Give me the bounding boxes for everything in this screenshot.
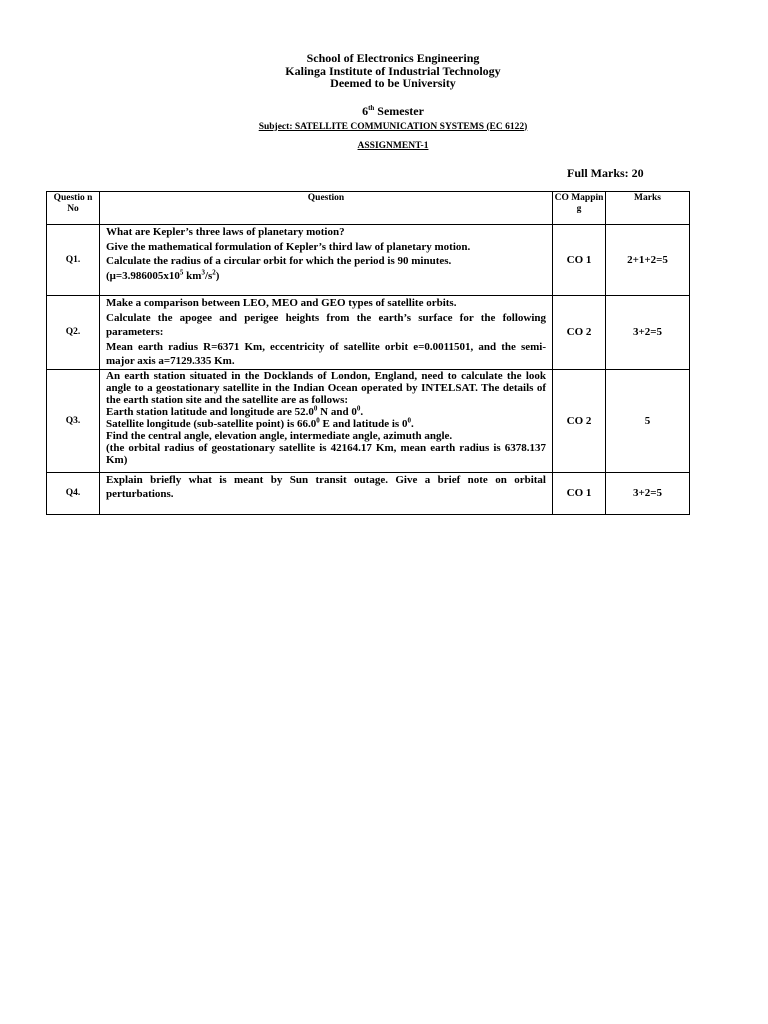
- document-header: [0, 52, 768, 151]
- header-question-no: Questio n No: [47, 192, 100, 225]
- marks-value: 2+1+2=5: [606, 225, 690, 296]
- question-number: Q2.: [47, 296, 100, 370]
- table-row: [47, 296, 690, 370]
- question-text: Make a comparison between LEO, MEO and GEO types of satellite orbits. Calculate the apogee and perigee heights from the earth’s surface for the following parameters: Mean earth radius R=6371 Km, eccentricity of satellite orbit e=0.0011501, and the semi-major axis a=7129.335 Km.: [100, 296, 553, 370]
- co-mapping: CO 1: [553, 225, 606, 296]
- marks-value: 5: [606, 369, 690, 472]
- question-number: Q1.: [47, 225, 100, 296]
- co-mapping: CO 2: [553, 296, 606, 370]
- question-text: Explain briefly what is meant by Sun transit outage. Give a brief note on orbital perturbations.: [100, 472, 553, 514]
- question-number: Q3.: [47, 369, 100, 472]
- subject-title: Subject: SATELLITE COMMUNICATION SYSTEMS (EC 6122): [258, 121, 528, 132]
- question-text: What are Kepler’s three laws of planetary motion? Give the mathematical formulation of Kepler’s third law of planetary motion. Calculate the radius of a circular orbit for which the period is 90 minutes. ($\mu=3.986005x10^5$ $km^3/s^2$): [100, 225, 553, 296]
- marks-value: 3+2=5: [606, 472, 690, 514]
- table-row: [47, 472, 690, 514]
- institute-name: Kalinga Institute of Industrial Technology: [285, 63, 501, 78]
- marks-value: 3+2=5: [606, 296, 690, 370]
- question-table: [46, 191, 690, 515]
- question-number: Q4.: [47, 472, 100, 514]
- full-marks: Full Marks: 20: [567, 166, 644, 180]
- header-marks: Marks: [606, 192, 690, 225]
- header-co-mapping: CO Mappin g: [553, 192, 606, 225]
- university-status: Deemed to be University: [330, 76, 456, 90]
- table-row: [47, 369, 690, 472]
- question-text: An earth station situated in the Docklands of London, England, need to calculate the look angle to a geostationary satellite in the Indian Ocean operated by INTELSAT. The details of the earth station site and the satellite are as follows: Earth station latitude and longitude are 52.0$^0$ N and $0^0$. Satellite longitude (sub-satellite point) is 66.0$^0$ E and latitude is $0^0$. Find the central angle, elevation angle, intermediate angle, azimuth angle. (the orbital radius of geostationary satellite is 42164.17 Km, mean earth radius is 6378.137 Km): [100, 369, 553, 472]
- table-header-row: [47, 192, 690, 225]
- co-mapping: CO 1: [553, 472, 606, 514]
- school-name: School of Electronics Engineering: [306, 51, 480, 65]
- semester: 6th Semester: [362, 103, 424, 118]
- co-mapping: CO 2: [553, 369, 606, 472]
- header-question: Question: [100, 192, 553, 225]
- assignment-title: ASSIGNMENT-1: [357, 140, 429, 151]
- table-row: [47, 225, 690, 296]
